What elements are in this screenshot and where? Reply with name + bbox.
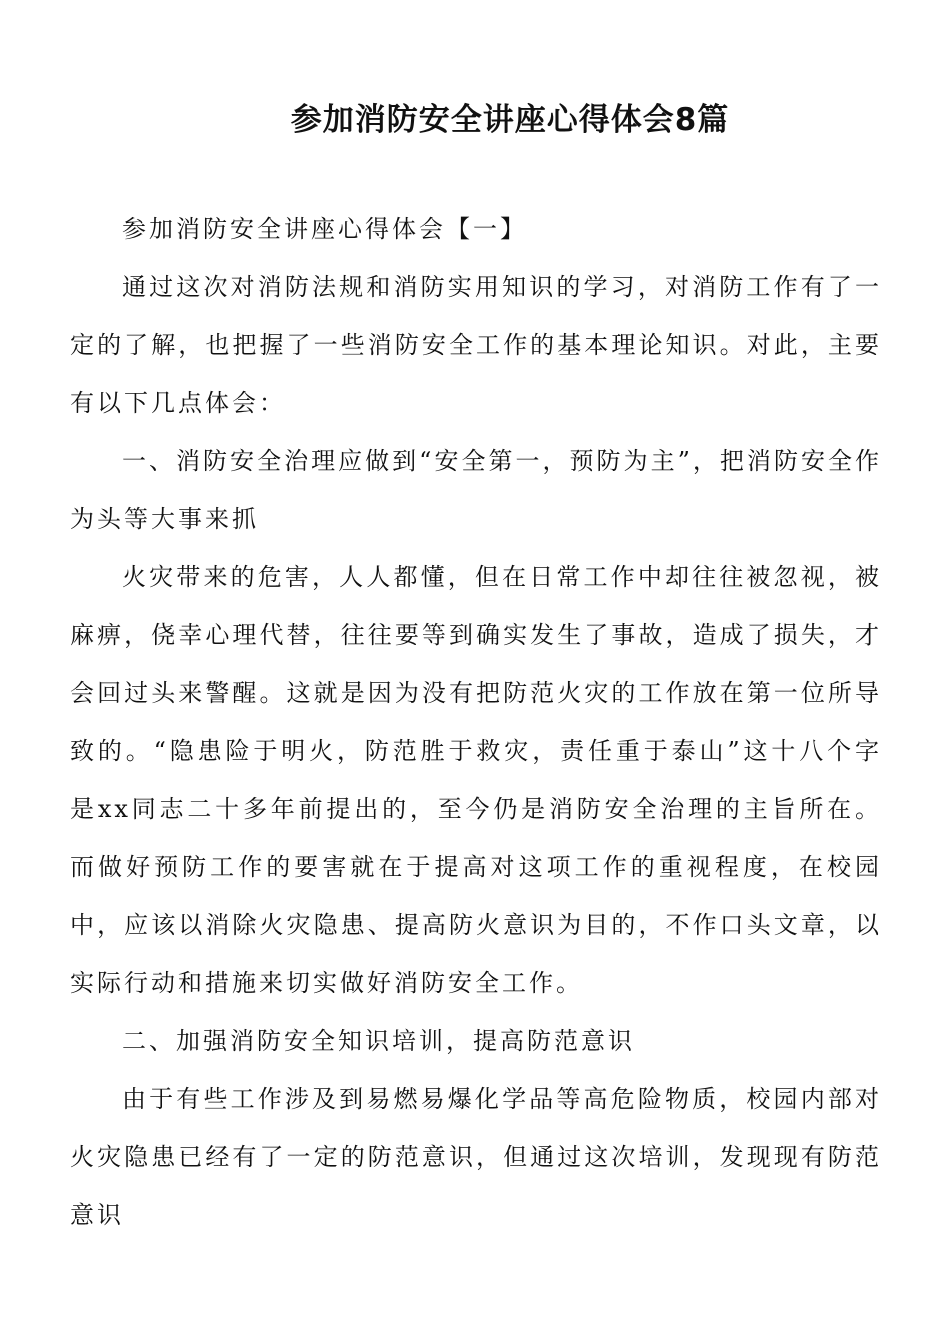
document-title-text: 参加消防安全讲座心得体会8篇 [290, 102, 730, 138]
point-one-paragraph: 火灾带来的危害，人人都懂，但在日常工作中却往往被忽视，被麻痹，侥幸心理代替，往往要等到确实发生了事故，造成了损失，才会回过头来警醒。这就是因为没有把防范火灾的工作放在第一位所导致的。“隐患险于明火，防范胜于救灾，责任重于泰山”这十八个字是xx同志二十多年前提出的，至今仍是消防安全治理的主旨所在。而做好预防工作的要害就在于提高对这项工作的重视程度，在校园中，应该以消除火灾隐患、提高防火意识为目的，不作口头文章，以实际行动和措施来切实做好消防安全工作。 [70, 563, 882, 997]
section-heading-1: 参加消防安全讲座心得体会【一】 [122, 215, 527, 243]
point-two-heading: 二、加强消防安全知识培训，提高防范意识 [122, 1027, 635, 1055]
document-title [70, 98, 880, 142]
point-two-paragraph: 由于有些工作涉及到易燃易爆化学品等高危险物质，校园内部对火灾隐患已经有了一定的防范意识，但通过这次培训，发现现有防范意识 [70, 1085, 882, 1229]
intro-paragraph: 通过这次对消防法规和消防实用知识的学习，对消防工作有了一定的了解，也把握了一些消防安全工作的基本理论知识。对此，主要有以下几点体会： [70, 273, 882, 417]
point-one-heading: 一、消防安全治理应做到“安全第一，预防为主”，把消防安全作为头等大事来抓 [70, 447, 882, 533]
document-body [70, 200, 882, 1244]
